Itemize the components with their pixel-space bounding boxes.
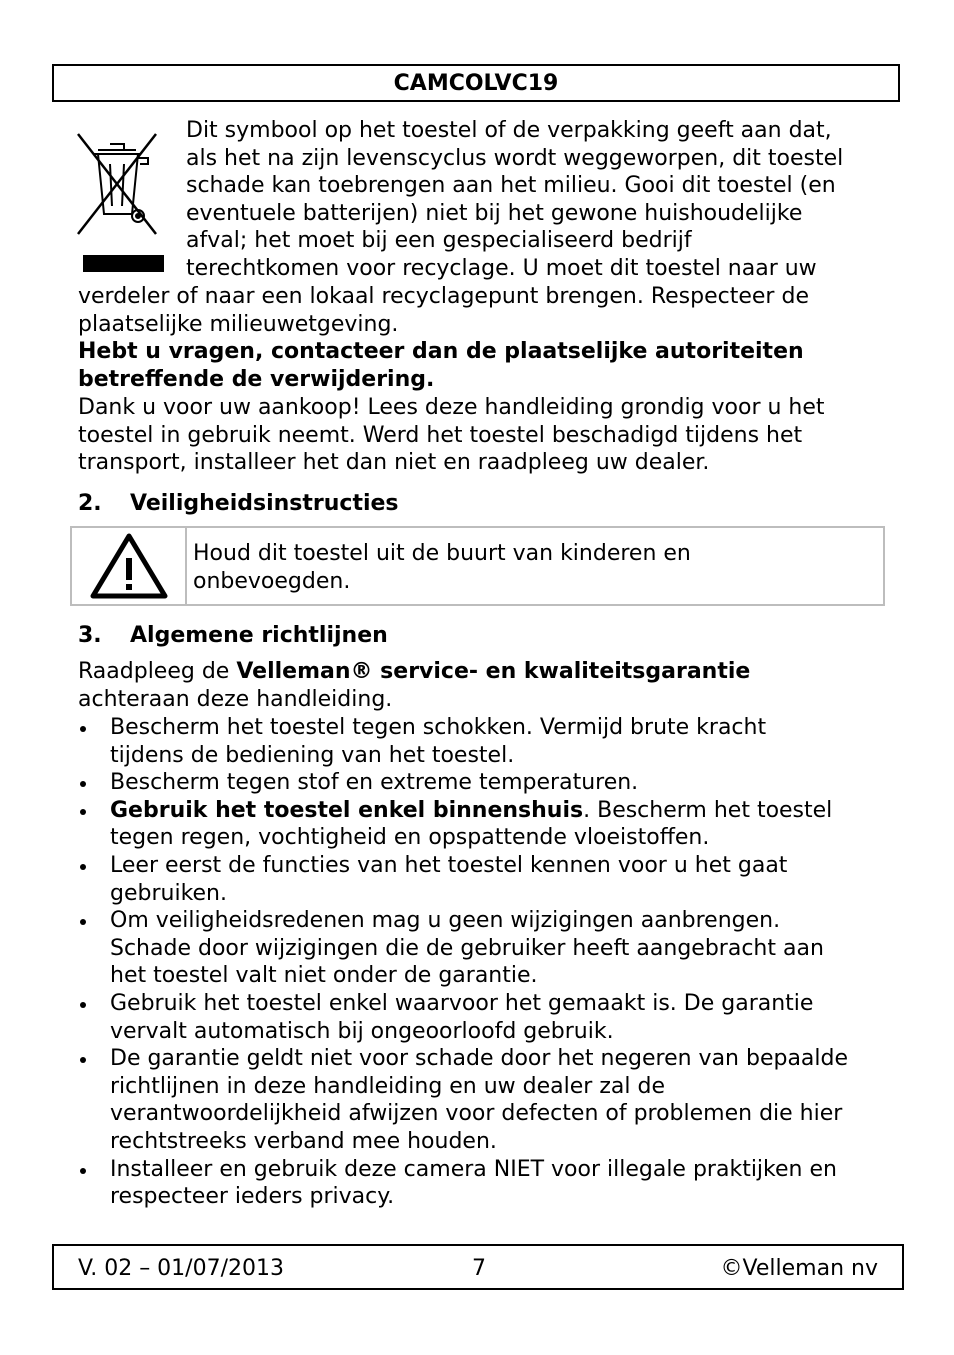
disposal-text-full: verdeler of naar een lokaal recyclagepunt brengen. Respecteer de plaatselijke milieuwetgeving. xyxy=(78,284,809,337)
list-item: Gebruik het toestel enkel waarvoor het gemaakt is. De garantie vervalt automatisch bij ongeoorloofd gebruik. xyxy=(78,990,898,1045)
section-2-number: 2. xyxy=(78,491,102,516)
page-header xyxy=(52,64,900,102)
footer-copyright: ©Velleman nv xyxy=(720,1256,878,1281)
list-item: Gebruik het toestel enkel binnenshuis. Bescherm het toestel tegen regen, vochtigheid en opspattende vloeistoffen. xyxy=(78,797,898,852)
thanks-paragraph: Dank u voor uw aankoop! Lees deze handleiding grondig voor u het toestel in gebruik neemt. Werd het toestel beschadigd tijdens het transport, installeer het dan niet en raadpleeg uw dealer. xyxy=(78,395,825,476)
warning-text: Houd dit toestel uit de buurt van kinderen en onbevoegden. xyxy=(193,541,691,594)
crossed-out-wheelie-bin-icon xyxy=(76,128,158,240)
safety-warning-box xyxy=(70,526,885,606)
section-3-heading xyxy=(78,622,388,650)
footer-version: V. 02 – 01/07/2013 xyxy=(78,1256,284,1281)
disposal-text-wrapped: Dit symbool op het toestel of de verpakking geeft aan dat, als het na zijn levenscyclus wordt weggeworpen, dit toestel schade kan toebrengen aan het milieu. Gooi dit toestel (en eventuele batterijen) niet bij het gewone huishoudelijke afval; het moet bij een gespecialiseerd bedrijf terechtkomen voor recyclage. U moet dit toestel naar uw xyxy=(186,118,844,281)
section-3-intro: Raadpleeg de Velleman® service- en kwaliteitsgarantie achteraan deze handleiding. xyxy=(78,659,751,712)
guidelines-list xyxy=(78,714,898,1211)
weee-black-bar xyxy=(83,255,164,272)
footer-page-number: 7 xyxy=(472,1256,486,1281)
warning-triangle-icon xyxy=(89,532,169,600)
list-item: Installeer en gebruik deze camera NIET voor illegale praktijken en respecteer ieders privacy. xyxy=(78,1156,898,1211)
list-item: Bescherm het toestel tegen schokken. Vermijd brute kracht tijdens de bediening van het toestel. xyxy=(78,714,898,769)
warning-icon-cell xyxy=(72,528,187,604)
section-2-heading xyxy=(78,490,399,518)
list-item: Leer eerst de functies van het toestel kennen voor u het gaat gebruiken. xyxy=(78,852,898,907)
section-2-title: Veiligheidsinstructies xyxy=(130,491,399,516)
section-3-number: 3. xyxy=(78,623,102,648)
list-item: Om veiligheidsredenen mag u geen wijzigingen aanbrengen. Schade door wijzigingen die de gebruiker heeft aangebracht aan het toestel valt niet onder de garantie. xyxy=(78,907,898,990)
page-footer xyxy=(52,1244,904,1290)
list-item: Bescherm tegen stof en extreme temperaturen. xyxy=(78,769,898,797)
warranty-reference: Velleman® service- en kwaliteitsgarantie xyxy=(236,659,751,684)
disposal-questions: Hebt u vragen, contacteer dan de plaatselijke autoriteiten betreffende de verwijdering. xyxy=(78,339,804,392)
section-3-title: Algemene richtlijnen xyxy=(130,623,388,648)
list-item: De garantie geldt niet voor schade door het negeren van bepaalde richtlijnen in deze handleiding en uw dealer zal de verantwoordelijkheid afwijzen voor defecten of problemen die hier rechtstreeks verband mee houden. xyxy=(78,1045,898,1155)
document-title: CAMCOLVC19 xyxy=(393,70,559,96)
